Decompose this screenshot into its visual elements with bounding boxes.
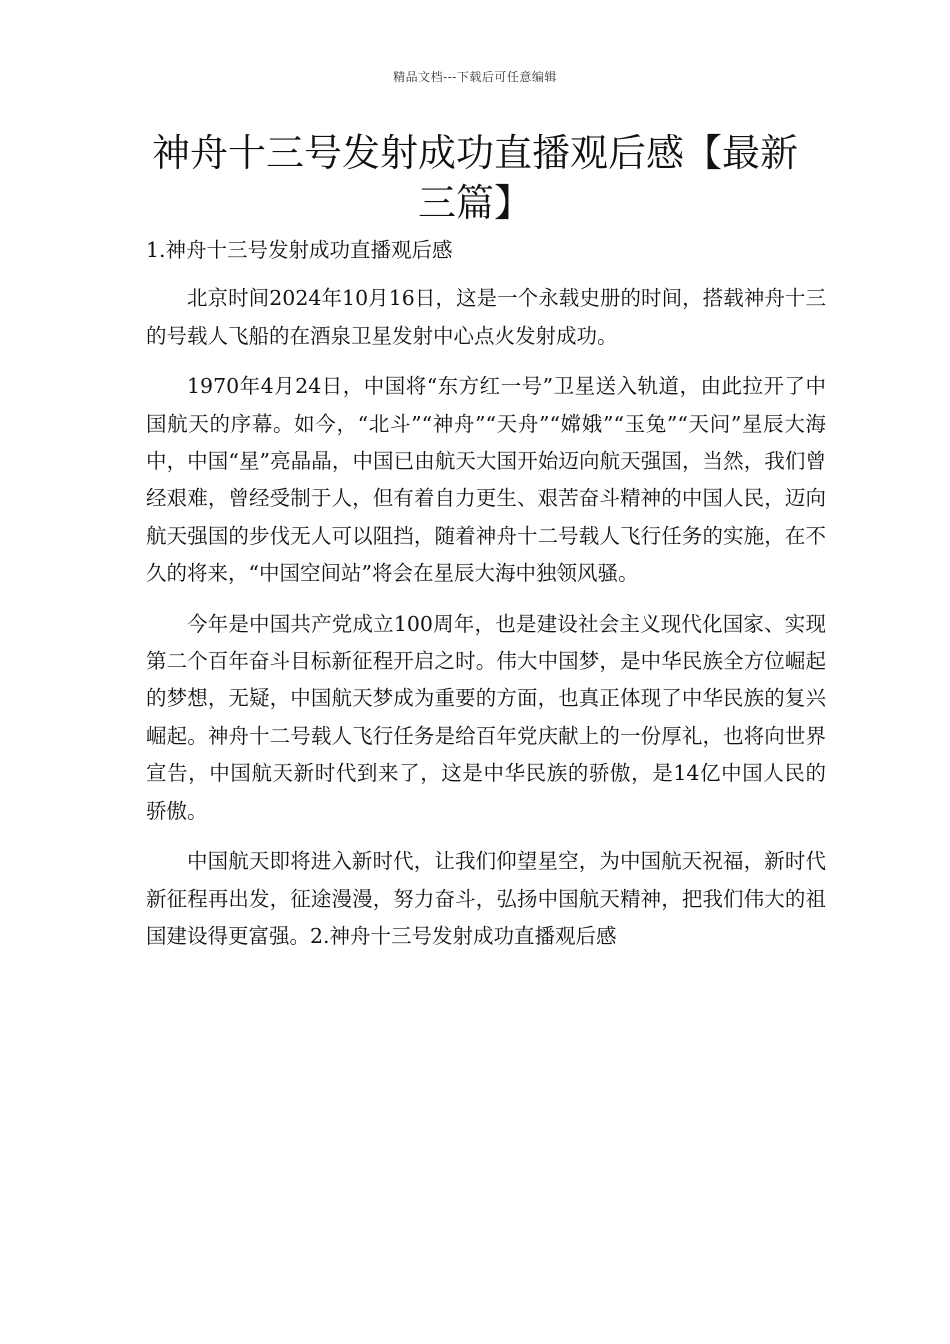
paragraph: 今年是中国共产党成立100周年，也是建设社会主义现代化国家、实现第二个百年奋斗目标新征程开启之时。伟大中国梦，是中华民族全方位崛起的梦想，无疑，中国航天梦成为重要的方面，也真正体现了中华民族的复兴崛起。神舟十二号载人飞行任务是给百年党庆献上的一份厚礼，也将向世界宣告，中国航天新时代到来了，这是中华民族的骄傲，是14亿中国人民的骄傲。 — [146, 611, 826, 823]
paragraph: 北京时间2024年10月16日，这是一个永载史册的时间，搭载神舟十三的号载人飞船的在酒泉卫星发射中心点火发射成功。 — [146, 286, 826, 348]
paragraph: 1970年4月24日，中国将“东方红一号”卫星送入轨道，由此拉开了中国航天的序幕。如今，“北斗”“神舟”“天舟”“嫦娥”“玉兔”“天问”星辰大海中，中国“星”亮晶晶，中国已由航天大国开始迈向航天强国，当然，我们曾经艰难，曾经受制于人，但有着自力更生、艰苦奋斗精神的中国人民，迈向航天强国的步伐无人可以阻挡，随着神舟十二号载人飞行任务的实施，在不久的将来，“中国空间站”将会在星辰大海中独领风骚。 — [146, 374, 826, 586]
paragraph: 中国航天即将进入新时代，让我们仰望星空，为中国航天祝福，新时代新征程再出发，征途漫漫，努力奋斗，弘扬中国航天精神，把我们伟大的祖国建设得更富强。2.神舟十三号发射成功直播观后感 — [146, 849, 826, 948]
document-body — [146, 232, 826, 968]
page-header: 精品文档---下载后可任意编辑 — [393, 70, 557, 84]
document-title: 神舟十三号发射成功直播观后感【最新三篇】 — [151, 131, 798, 225]
section-heading: 1.神舟十三号发射成功直播观后感 — [146, 238, 453, 262]
